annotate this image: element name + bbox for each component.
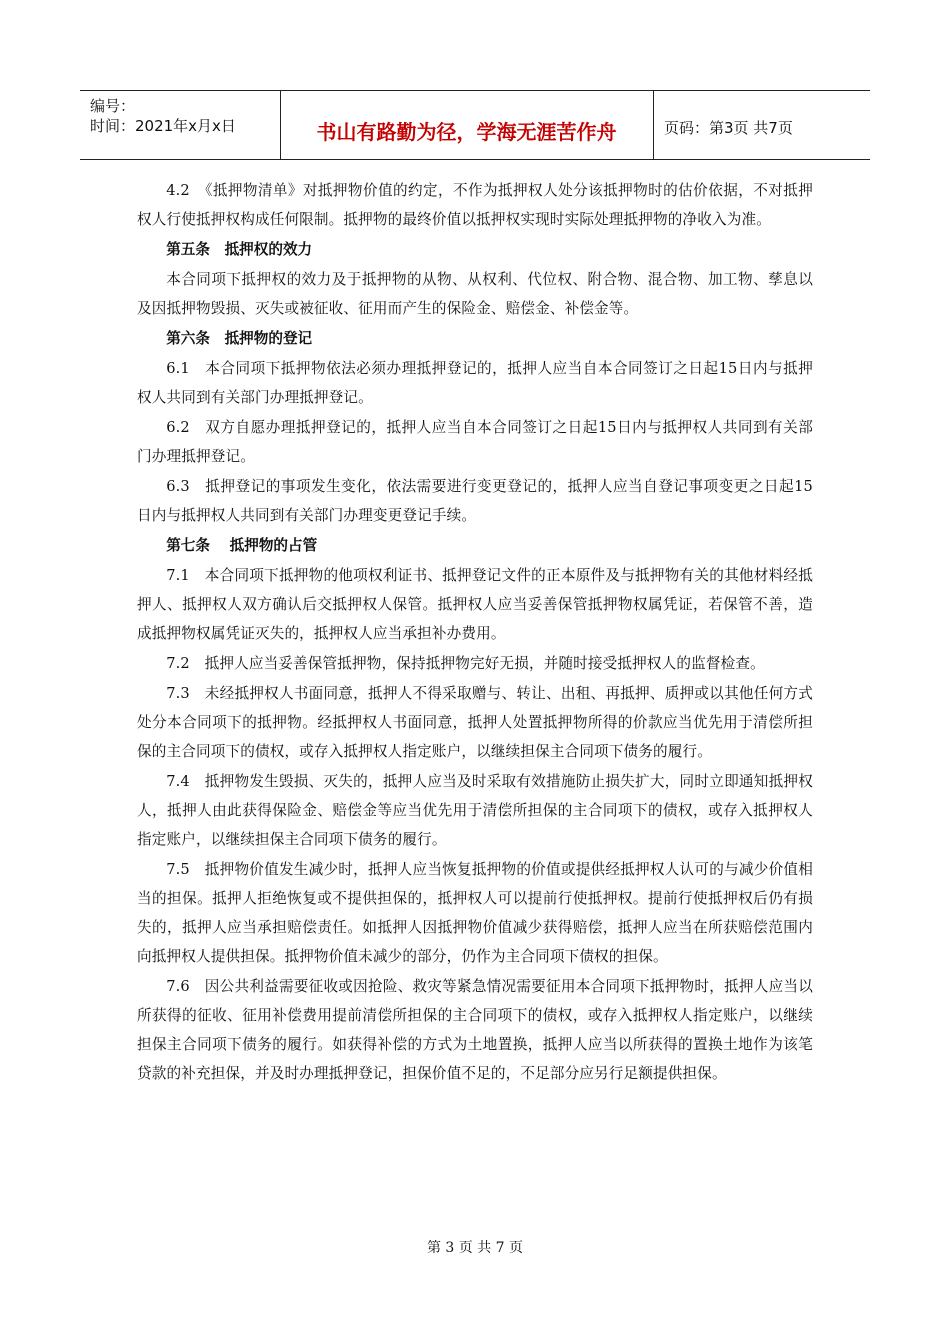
clause-6-2: 6.2 双方自愿办理抵押登记的，抵押人应当自本合同签订之日起15日内与抵押权人共同到有关部门办理抵押登记。 bbox=[137, 419, 813, 465]
article-6-title: 第六条 抵押物的登记 bbox=[166, 330, 313, 347]
clause-6-1: 6.1 本合同项下抵押物依法必须办理抵押登记的，抵押人应当自本合同签订之日起15日内与抵押权人共同到有关部门办理抵押登记。 bbox=[137, 360, 813, 406]
document-body bbox=[137, 176, 813, 1089]
article-7-title: 第七条 抵押物的占管 bbox=[166, 537, 318, 554]
article-5-text: 本合同项下抵押权的效力及于抵押物的从物、从权利、代位权、附合物、混合物、加工物、孳息以及因抵押物毁损、灭失或被征收、征用而产生的保险金、赔偿金、补偿金等。 bbox=[137, 271, 813, 317]
clause-4-2: 4.2 《抵押物清单》对抵押物价值的约定，不作为抵押权人处分该抵押物时的估价依据，不对抵押权人行使抵押权构成任何限制。抵押物的最终价值以抵押权实现时实际处理抵押物的净收入为准。 bbox=[137, 182, 813, 228]
page-footer: 第 3 页 共 7 页 bbox=[426, 1240, 524, 1256]
clause-7-2: 7.2 抵押人应当妥善保管抵押物，保持抵押物完好无损，并随时接受抵押权人的监督检查。 bbox=[166, 655, 765, 672]
document-number-label: 编号： bbox=[90, 97, 136, 115]
header-page-cell bbox=[654, 91, 870, 159]
header-motto: 书山有路勤为径，学海无涯苦作舟 bbox=[316, 120, 617, 144]
article-5-title: 第五条 抵押权的效力 bbox=[166, 241, 313, 258]
clause-7-5: 7.5 抵押物价值发生减少时，抵押人应当恢复抵押物的价值或提供经抵押权人认可的与减少价值相当的担保。抵押人拒绝恢复或不提供担保的，抵押权人可以提前行使抵押权。提前行使抵押权后仍有损失的，抵押人应当承担赔偿责任。如抵押人因抵押物价值减少获得赔偿，抵押人应当在所获赔偿范围内向抵押权人提供担保。抵押物价值未减少的部分，仍作为主合同项下债权的担保。 bbox=[137, 861, 813, 965]
clause-7-3: 7.3 未经抵押权人书面同意，抵押人不得采取赠与、转让、出租、再抵押、质押或以其他任何方式处分本合同项下的抵押物。经抵押权人书面同意，抵押人处置抵押物所得的价款应当优先用于清偿所担保的主合同项下的债权，或存入抵押权人指定账户，以继续担保主合同项下债务的履行。 bbox=[137, 685, 813, 760]
header-motto-cell bbox=[280, 91, 654, 159]
clause-6-3: 6.3 抵押登记的事项发生变化，依法需要进行变更登记的，抵押人应当自登记事项变更之日起15日内与抵押权人共同到有关部门办理变更登记手续。 bbox=[137, 478, 813, 524]
page-header bbox=[80, 90, 870, 160]
clause-7-6: 7.6 因公共利益需要征收或因抢险、救灾等紧急情况需要征用本合同项下抵押物时，抵押人应当以所获得的征收、征用补偿费用提前清偿所担保的主合同项下的债权，或存入抵押权人指定账户，以继续担保主合同项下债务的履行。如获得补偿的方式为土地置换，抵押人应当以所获得的置换土地作为该笔贷款的补充担保，并及时办理抵押登记，担保价值不足的，不足部分应另行足额提供担保。 bbox=[137, 978, 813, 1082]
clause-7-1: 7.1 本合同项下抵押物的他项权利证书、抵押登记文件的正本原件及与抵押物有关的其他材料经抵押人、抵押权人双方确认后交抵押权人保管。抵押权人应当妥善保管抵押物权属凭证，若保管不善，造成抵押物权属凭证灭失的，抵押权人应当承担补办费用。 bbox=[137, 567, 813, 642]
clause-7-4: 7.4 抵押物发生毁损、灭失的，抵押人应当及时采取有效措施防止损失扩大，同时立即通知抵押权人，抵押人由此获得保险金、赔偿金等应当优先用于清偿所担保的主合同项下的债权，或存入抵押权人指定账户，以继续担保主合同项下债务的履行。 bbox=[137, 773, 813, 848]
header-left-cell bbox=[80, 91, 281, 159]
document-date: 时间：2021年x月x日 bbox=[90, 117, 236, 135]
header-page-code: 页码：第3页 共7页 bbox=[664, 119, 793, 137]
